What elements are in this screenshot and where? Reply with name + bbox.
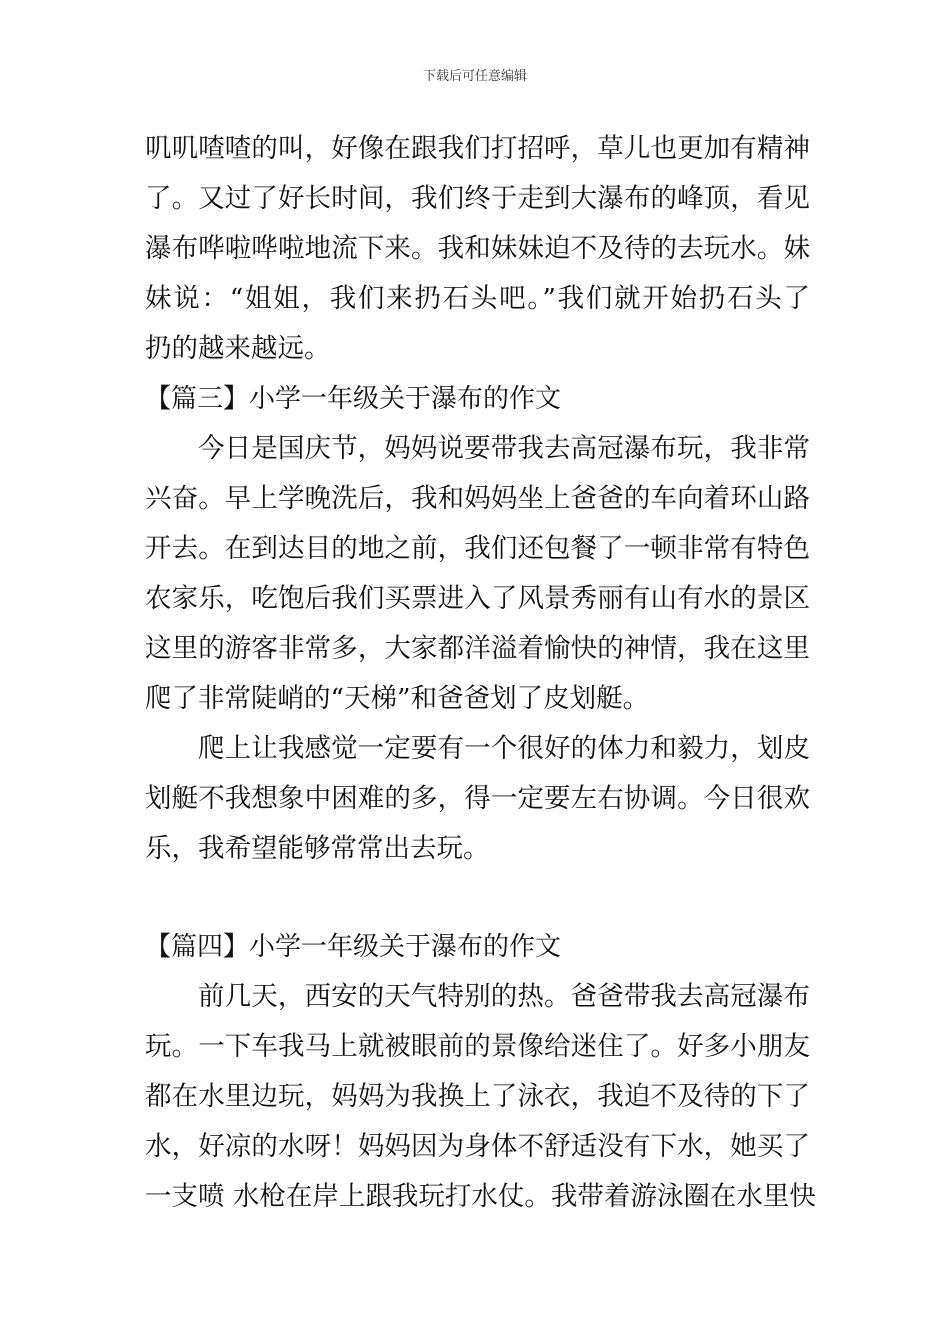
text-line: 瀑布哗啦哗啦地流下来。我和妹妹迫不及待的去玩水。妹 — [145, 233, 810, 264]
text-line: 叽叽喳喳的叫，好像在跟我们打招呼，草儿也更加有精神 — [145, 133, 810, 164]
section4-paragraph-1 — [145, 972, 816, 1222]
text-line: 玩。一下车我马上就被眼前的景像给迷住了。好多小朋友 — [145, 1031, 810, 1062]
text-line: 这里的游客非常多，大家都洋溢着愉快的神情，我在这里 — [145, 633, 810, 664]
document-body — [145, 124, 816, 1222]
paragraph-section2-tail — [145, 124, 810, 374]
section4-heading: 【篇四】小学一年级关于瀑布的作文 — [145, 932, 562, 962]
text-line: 爬上让我感觉一定要有一个很好的体力和毅力，划皮 — [198, 733, 810, 764]
text-line: 都在水里边玩，妈妈为我换上了泳衣，我迫不及待的下了 — [145, 1081, 810, 1112]
page-header: 下载后可任意编辑 — [422, 69, 527, 84]
section3-paragraph-1 — [145, 424, 810, 724]
text-line: 妹说：“姐姐，我们来扔石头吧。”我们就开始扔石头了 — [145, 283, 810, 314]
text-line: 乐，我希望能够常常出去玩。 — [145, 833, 490, 864]
section3-paragraph-2 — [145, 724, 810, 874]
text-line: 今日是国庆节，妈妈说要带我去高冠瀑布玩，我非常 — [198, 433, 810, 464]
text-line: 划艇不我想象中困难的多，得一定要左右协调。今日很欢 — [145, 783, 810, 814]
text-line: 水，好凉的水呀！妈妈因为身体不舒适没有下水，她买了 — [145, 1131, 810, 1162]
text-line: 前几天，西安的天气特别的热。爸爸带我去高冠瀑布 — [198, 981, 810, 1012]
text-line: 兴奋。早上学晚洗后，我和妈妈坐上爸爸的车向着环山路 — [145, 483, 810, 514]
section3-heading: 【篇三】小学一年级关于瀑布的作文 — [145, 384, 562, 414]
text-line: 农家乐，吃饱后我们买票进入了风景秀丽有山有水的景区 — [145, 583, 810, 614]
text-line: 一支喷 水枪在岸上跟我玩打水仗。我带着游泳圈在水里快 — [145, 1181, 816, 1212]
blank-line — [145, 874, 810, 922]
text-line: 了。又过了好长时间，我们终于走到大瀑布的峰顶，看见 — [145, 183, 810, 214]
text-line: 扔的越来越远。 — [145, 333, 331, 364]
text-line: 爬了非常陡峭的“天梯”和爸爸划了皮划艇。 — [145, 683, 650, 714]
text-line: 开去。在到达目的地之前，我们还包餐了一顿非常有特色 — [145, 533, 810, 564]
